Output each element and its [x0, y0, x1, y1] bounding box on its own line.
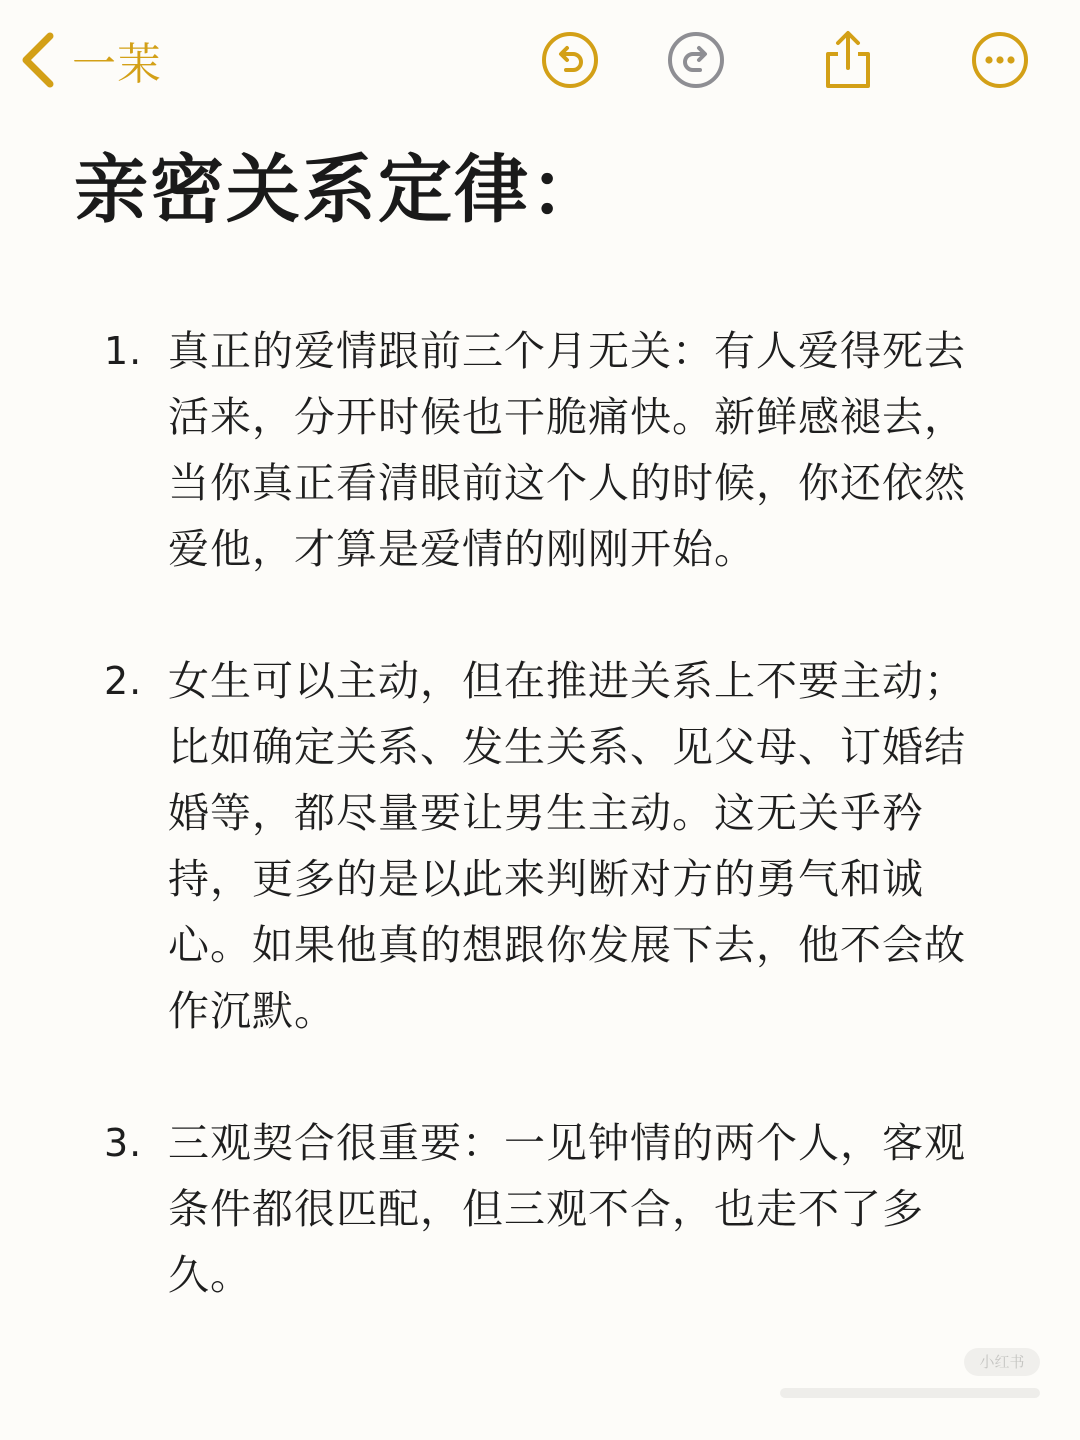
share-button[interactable] — [818, 30, 878, 90]
undo-button[interactable] — [540, 30, 600, 90]
back-label: 一茉 — [72, 39, 162, 90]
chevron-left-icon — [20, 32, 56, 88]
list-text: 三观契合很重要：一见钟情的两个人，客观条件都很匹配，但三观不合，也走不了多久。 — [168, 1119, 966, 1299]
list-item[interactable] — [104, 1110, 984, 1308]
more-icon — [970, 30, 1030, 90]
back-button[interactable] — [20, 28, 162, 92]
share-icon — [818, 30, 878, 90]
redo-button[interactable] — [666, 30, 726, 90]
more-button[interactable] — [970, 30, 1030, 90]
list-number: 2. — [104, 659, 143, 703]
list-item[interactable] — [104, 648, 984, 1044]
redo-icon — [666, 30, 726, 90]
list-text: 真正的爱情跟前三个月无关：有人爱得死去活来，分开时候也干脆痛快。新鲜感褪去，当你真正看清眼前这个人的时候，你还依然爱他，才算是爱情的刚刚开始。 — [168, 327, 966, 573]
undo-icon — [540, 30, 600, 90]
note-list — [104, 318, 984, 1374]
list-text: 女生可以主动，但在推进关系上不要主动；比如确定关系、发生关系、见父母、订婚结婚等，都尽量要让男生主动。这无关乎矜持，更多的是以此来判断对方的勇气和诚心。如果他真的想跟你发展下去，他不会故作沉默。 — [168, 657, 966, 1035]
home-indicator — [780, 1388, 1040, 1398]
list-number: 3. — [104, 1121, 143, 1165]
list-number: 1. — [104, 329, 143, 373]
note-title[interactable]: 亲密关系定律： — [74, 147, 606, 233]
list-item[interactable] — [104, 318, 984, 582]
top-toolbar — [0, 0, 1080, 120]
watermark: 小红书 — [964, 1348, 1040, 1376]
